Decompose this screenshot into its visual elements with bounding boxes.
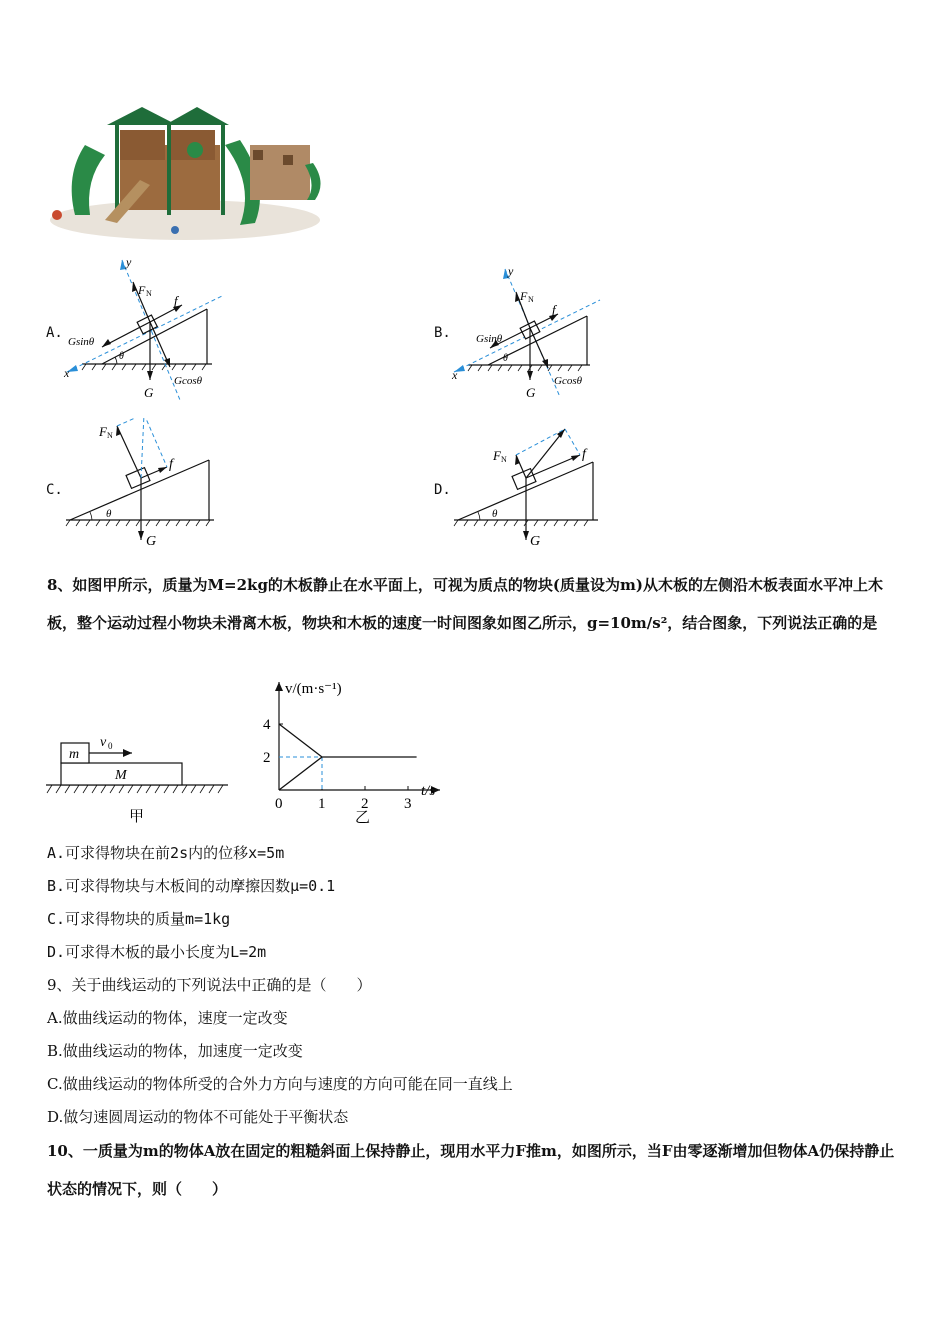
x-axis-label-pos: t/s — [421, 783, 436, 799]
label-g: G — [526, 385, 536, 400]
label-gcos: Gcosθ — [174, 375, 203, 387]
label-f: f — [582, 447, 586, 462]
figure-jia — [44, 728, 234, 828]
label-theta: θ — [119, 351, 124, 362]
label-gsin: Gsinθ — [68, 336, 95, 348]
label-fn: F — [99, 424, 107, 439]
force-diagram-a — [62, 252, 232, 402]
label-fn-sub: N — [107, 431, 113, 440]
series-line-2 — [279, 757, 322, 790]
board-m-label: M — [115, 768, 127, 783]
label-x: x — [64, 366, 70, 380]
label-fn: F — [520, 289, 528, 303]
label-fn-sub: N — [501, 455, 507, 464]
velocity-label: v — [100, 735, 107, 750]
question-9-option-c[interactable]: C.做曲线运动的物体所受的合外力方向与速度的方向可能在同一直线上 — [47, 1075, 513, 1093]
x-tick-label: 1 — [318, 796, 326, 812]
playground-image — [45, 105, 325, 245]
label-theta: θ — [106, 508, 112, 520]
option-a-label: A. — [46, 325, 63, 341]
label-gcos: Gcosθ — [554, 375, 583, 387]
y-tick-label: 2 — [263, 750, 271, 766]
label-f: f — [174, 293, 178, 308]
label-fn-sub: N — [528, 295, 534, 304]
x-tick-label: 3 — [404, 796, 412, 812]
label-fn: F — [493, 448, 501, 463]
caption-jia: 甲 — [129, 809, 145, 825]
label-theta: θ — [492, 508, 498, 520]
x-tick-label: 0 — [275, 796, 283, 812]
velocity-subscript: 0 — [108, 741, 113, 751]
option-d-label: D. — [434, 482, 451, 498]
y-axis-arrow — [275, 682, 283, 691]
force-diagram-b — [450, 262, 610, 402]
label-fn-sub: N — [146, 289, 152, 298]
x-tick-label: 2 — [361, 796, 369, 812]
force-diagram-c — [62, 418, 222, 550]
series-line-1 — [279, 724, 417, 757]
vt-chart — [255, 672, 455, 832]
label-gsin: Gsinθ — [476, 333, 503, 345]
label-f: f — [552, 302, 556, 317]
question-9-option-a[interactable]: A.做曲线运动的物体，速度一定改变 — [47, 1009, 288, 1027]
force-diagram-d — [450, 418, 610, 550]
question-8-option-a[interactable]: A.可求得物块在前2s内的位移x=5m — [47, 844, 285, 862]
question-9-option-d[interactable]: D.做匀速圆周运动的物体不可能处于平衡状态 — [47, 1108, 349, 1126]
question-8-option-b[interactable]: B.可求得物块与木板间的动摩擦因数μ=0.1 — [47, 877, 336, 895]
label-g: G — [144, 385, 154, 400]
label-f: f — [169, 457, 173, 472]
y-axis-label: v/(m·s⁻¹) — [285, 681, 342, 697]
question-9-text: 9、关于曲线运动的下列说法中正确的是（ ） — [47, 976, 372, 994]
option-c-label: C. — [46, 482, 63, 498]
block-m-label: m — [69, 747, 80, 762]
label-theta: θ — [503, 353, 508, 364]
y-tick-label: 4 — [263, 717, 271, 733]
question-8-text: 8、如图甲所示，质量为M=2kg的木板静止在水平面上，可视为质点的物块(质量设为m)从木板的左侧沿木板表面水平冲上木板，整个运动过程小物块未滑离木板，物块和木板的速度一时间图象如图乙所示，g=10m/s²，结合图象，下列说法正确的是 — [47, 576, 883, 632]
label-x: x — [452, 368, 458, 382]
label-g: G — [530, 534, 541, 549]
label-g: G — [146, 534, 157, 549]
option-b-label: B. — [434, 325, 451, 341]
label-y: y — [126, 255, 132, 269]
label-y: y — [508, 264, 514, 278]
question-10-text: 10、一质量为m的物体A放在固定的粗糙斜面上保持静止，现用水平力F推m，如图所示，当F由零逐渐增加但物体A仍保持静止状态的情况下，则（ ） — [47, 1142, 895, 1198]
question-9-option-b[interactable]: B.做曲线运动的物体，加速度一定改变 — [47, 1042, 303, 1060]
question-8-option-c[interactable]: C.可求得物块的质量m=1kg — [47, 910, 231, 928]
caption-yi: 乙 — [355, 810, 371, 826]
question-8-option-d[interactable]: D.可求得木板的最小长度为L=2m — [47, 943, 267, 961]
label-fn: F — [138, 283, 146, 297]
